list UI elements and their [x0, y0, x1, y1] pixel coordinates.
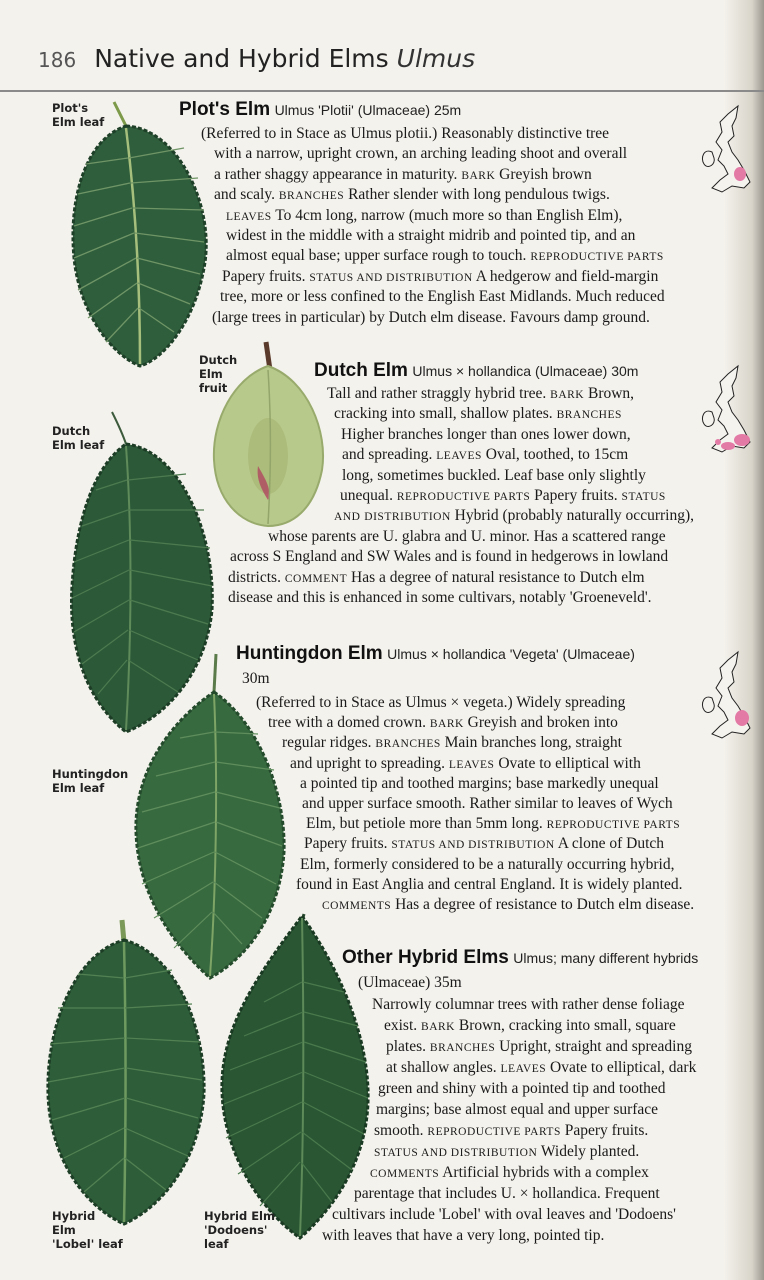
dutch-elm-scientific: Ulmus × hollandica (Ulmaceae) 30m [412, 363, 639, 379]
caption-huntingdon-elm-leaf: Huntingdon Elm leaf [52, 767, 129, 795]
plots-text-line: a rather shaggy appearance in maturity. BARK Greyish brown [214, 166, 592, 183]
plots-text-line: Papery fruits. STATUS AND DISTRIBUTION A hedgerow and field-margin [222, 268, 659, 285]
page-genus: Ulmus [396, 44, 476, 73]
dutch-text-line: across S England and SW Wales and is found in hedgerows in lowland [230, 548, 669, 565]
other-text-line: plates. BRANCHES Upright, straight and spreading [386, 1038, 692, 1055]
huntingdon-text-line: and upper surface smooth. Rather similar to leaves of Wych [302, 795, 673, 812]
page-number: 186 [38, 48, 77, 72]
plots-elm-distribution-map [698, 102, 754, 200]
header-rule [0, 90, 764, 92]
plots-elm-name: Plot's Elm [179, 99, 271, 120]
huntingdon-text-line: found in East Anglia and central England. It is widely planted. [296, 876, 683, 893]
other-text-line: STATUS AND DISTRIBUTION Widely planted. [374, 1143, 640, 1160]
huntingdon-text-line: COMMENTS Has a degree of resistance to Dutch elm disease. [322, 896, 695, 913]
caption-dodoens-elm-leaf: Hybrid Elm 'Dodoens' leaf [204, 1209, 275, 1251]
huntingdon-text-line: Papery fruits. STATUS AND DISTRIBUTION A clone of Dutch [304, 835, 665, 852]
other-text-line: at shallow angles. LEAVES Ovate to elliptical, dark [386, 1059, 697, 1076]
huntingdon-text-line: Elm, formerly considered to be a naturally occurring hybrid, [300, 856, 675, 873]
other-text-line: with leaves that have a very long, pointed tip. [322, 1227, 605, 1244]
huntingdon-text-line: and upright to spreading. LEAVES Ovate to elliptical with [290, 755, 641, 772]
dutch-text-line: AND DISTRIBUTION Hybrid (probably naturally occurring), [334, 507, 694, 524]
huntingdon-text-line: (Referred to in Stace as Ulmus × vegeta.) Widely spreading [256, 694, 626, 711]
plots-text-line: LEAVES To 4cm long, narrow (much more so than English Elm), [226, 207, 623, 224]
plots-text-line: almost equal base; upper surface rough to touch. REPRODUCTIVE PARTS [226, 247, 664, 264]
dutch-elm-name: Dutch Elm [314, 360, 408, 381]
caption-dutch-elm-fruit: Dutch Elm fruit [199, 353, 238, 395]
dutch-text-line: long, sometimes buckled. Leaf base only slightly [342, 467, 646, 484]
huntingdon-text-line: regular ridges. BRANCHES Main branches long, straight [282, 734, 622, 751]
other-text-line: green and shiny with a pointed tip and toothed [378, 1080, 666, 1097]
page-title: Native and Hybrid Elms Ulmus [94, 44, 476, 73]
other-text-line: COMMENTS Artificial hybrids with a complex [370, 1164, 649, 1181]
plots-text-line: widest in the middle with a straight midrib and pointed tip, and an [226, 227, 636, 244]
dutch-text-line: Higher branches longer than ones lower down, [341, 426, 631, 443]
huntingdon-elm-distribution-map [698, 648, 754, 746]
huntingdon-text-line: Elm, but petiole more than 5mm long. REPRODUCTIVE PARTS [306, 815, 681, 832]
plots-elm-title [179, 99, 461, 121]
other-text-line: cultivars include 'Lobel' with oval leaves and 'Dodoens' [332, 1206, 676, 1223]
dutch-text-line: whose parents are U. glabra and U. minor. Has a scattered range [268, 528, 666, 545]
other-text-line: exist. BARK Brown, cracking into small, square [384, 1017, 676, 1034]
huntingdon-text-line: tree with a domed crown. BARK Greyish and broken into [268, 714, 618, 731]
huntingdon-elm-name: Huntingdon Elm [236, 643, 383, 664]
huntingdon-elm-title [236, 643, 635, 665]
plots-text-line: (large trees in particular) by Dutch elm disease. Favours damp ground. [212, 309, 650, 326]
plots-text-line: (Referred to in Stace as Ulmus plotii.) Reasonably distinctive tree [201, 125, 610, 142]
dutch-text-line: disease and this is enhanced in some cultivars, notably 'Groeneveld'. [228, 589, 652, 606]
dutch-text-line: districts. COMMENT Has a degree of natural resistance to Dutch elm [228, 569, 645, 586]
running-header [38, 44, 475, 73]
dutch-text-line: and spreading. LEAVES Oval, toothed, to 15cm [342, 446, 629, 463]
dutch-text-line: cracking into small, shallow plates. BRANCHES [334, 405, 622, 422]
huntingdon-text-line: a pointed tip and toothed margins; base markedly unequal [300, 775, 659, 792]
other-text-line: Narrowly columnar trees with rather dense foliage [372, 996, 685, 1013]
caption-lobel-elm-leaf: Hybrid Elm 'Lobel' leaf [52, 1209, 123, 1251]
plots-text-line: and scaly. BRANCHES Rather slender with long pendulous twigs. [214, 186, 610, 203]
other-text-line: smooth. REPRODUCTIVE PARTS Papery fruits. [374, 1122, 649, 1139]
dutch-text-line: Tall and rather straggly hybrid tree. BARK Brown, [327, 385, 635, 402]
huntingdon-elm-height: 30m [242, 670, 270, 687]
dutch-text-line: unequal. REPRODUCTIVE PARTS Papery fruits. STATUS [340, 487, 666, 504]
dutch-elm-title [314, 360, 638, 382]
plots-text-line: tree, more or less confined to the English East Midlands. Much reduced [220, 288, 665, 305]
lobel-elm-leaf-image [44, 918, 208, 1230]
other-text-line: parentage that includes U. × hollandica. Frequent [354, 1185, 660, 1202]
plots-elm-leaf-image [66, 98, 214, 370]
other-elms-family: (Ulmaceae) 35m [358, 974, 462, 991]
other-elms-scientific: Ulmus; many different hybrids [513, 950, 699, 966]
other-text-line: margins; base almost equal and upper surface [376, 1101, 659, 1118]
other-elms-title [342, 947, 698, 969]
caption-plots-elm-leaf: Plot's Elm leaf [52, 101, 105, 129]
huntingdon-elm-scientific: Ulmus × hollandica 'Vegeta' (Ulmaceae) [387, 646, 635, 662]
plots-elm-scientific: Ulmus 'Plotii' (Ulmaceae) 25m [274, 102, 462, 118]
plots-text-line: with a narrow, upright crown, an arching leading shoot and overall [214, 145, 628, 162]
caption-dutch-elm-leaf: Dutch Elm leaf [52, 424, 105, 452]
dutch-elm-distribution-map [698, 362, 754, 460]
other-elms-name: Other Hybrid Elms [342, 947, 509, 968]
